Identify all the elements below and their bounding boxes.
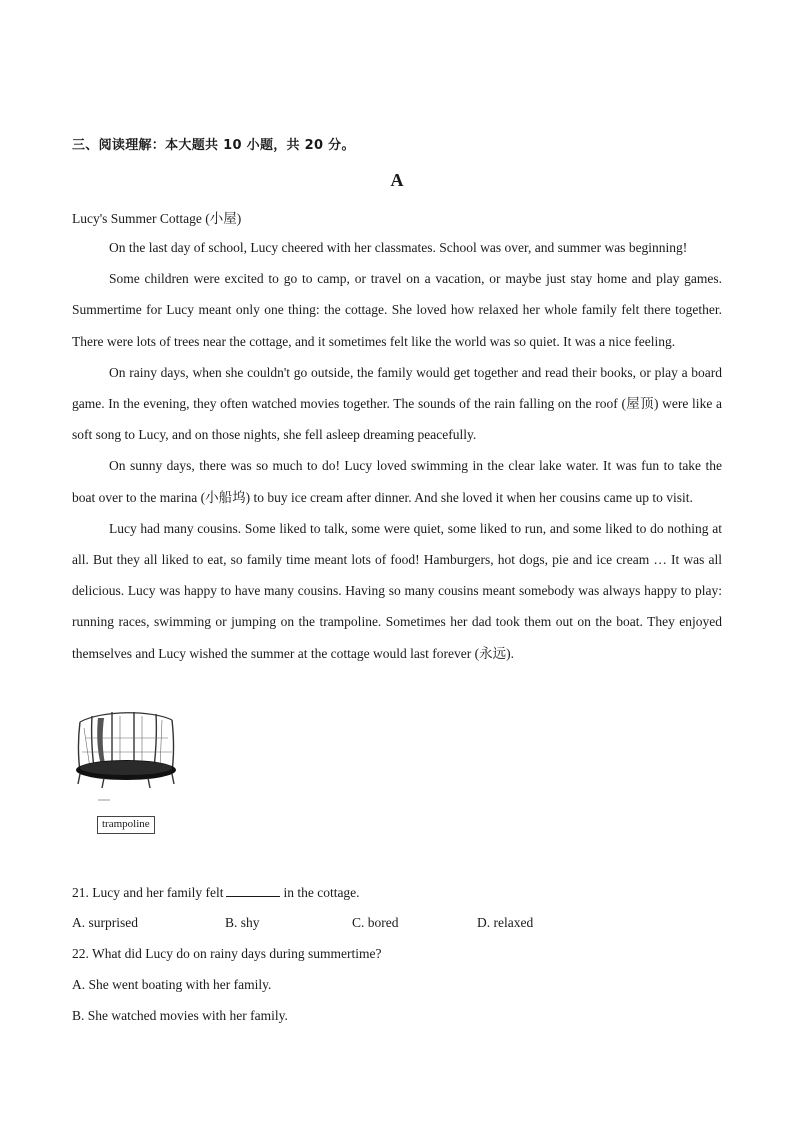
option-21-b[interactable]: B. shy bbox=[225, 915, 260, 930]
passage-title: Lucy's Summer Cottage (小屋) bbox=[72, 211, 242, 226]
question-21-options bbox=[72, 915, 722, 935]
trampoline-icon bbox=[72, 708, 182, 808]
option-22-a[interactable]: A. She went boating with her family. bbox=[72, 977, 272, 992]
question-21-stem-after: in the cottage. bbox=[283, 885, 360, 900]
question-22-stem: What did Lucy do on rainy days during summertime? bbox=[92, 946, 382, 961]
passage-body bbox=[72, 232, 722, 669]
paragraph-4: On sunny days, there was so much to do! Lucy loved swimming in the clear lake water. It was fun to take the boat over to the marina (小船坞) to buy ice cream after dinner. And she loved it when her cousins came up to visit. bbox=[72, 458, 722, 505]
option-22-b[interactable]: B. She watched movies with her family. bbox=[72, 1008, 288, 1023]
option-21-a[interactable]: A. surprised bbox=[72, 915, 138, 930]
paragraph-3: On rainy days, when she couldn't go outside, the family would get together and read their books, or play a board game. In the evening, they often watched movies together. The sounds of the rain falling on the roof (屋顶) were like a soft song to Lucy, and on those nights, she fell asleep dreaming peacefully. bbox=[72, 364, 722, 443]
trampoline-label: trampoline bbox=[97, 816, 155, 834]
section-heading: 三、阅读理解：本大题共 10 小题，共 20 分。 bbox=[72, 138, 355, 153]
question-21 bbox=[72, 884, 360, 901]
question-22-number: 22. bbox=[72, 946, 89, 961]
paragraph-2: Some children were excited to go to camp, or travel on a vacation, or maybe just stay home and play games. Summertime for Lucy meant only one thing: the cottage. She loved how relaxed her whole family felt there together. There were lots of trees near the cottage, and it sometimes felt like the world was so quiet. It was a nice feeling. bbox=[72, 271, 722, 349]
passage-letter: A bbox=[390, 170, 404, 190]
answer-blank[interactable] bbox=[226, 884, 280, 897]
trampoline-figure bbox=[72, 708, 182, 838]
question-21-stem-before: Lucy and her family felt bbox=[92, 885, 224, 900]
option-21-d[interactable]: D. relaxed bbox=[477, 915, 534, 930]
paragraph-5: Lucy had many cousins. Some liked to talk, some were quiet, some liked to run, and some liked to do nothing at all. But they all liked to eat, so family time meant lots of food! Hamburgers, hot dogs, pie and ice cream … It was all delicious. Lucy was happy to have many cousins. Having so many cousins meant somebody was always happy to play: running races, swimming or jumping on the trampoline. Sometimes her dad took them out on the boat. They enjoyed themselves and Lucy wished the summer at the cottage would last forever (永远). bbox=[72, 520, 722, 661]
option-21-c[interactable]: C. bored bbox=[352, 915, 399, 930]
paragraph-1: On the last day of school, Lucy cheered with her classmates. School was over, and summer was beginning! bbox=[109, 240, 688, 255]
question-21-number: 21. bbox=[72, 885, 89, 900]
question-22 bbox=[72, 946, 381, 962]
